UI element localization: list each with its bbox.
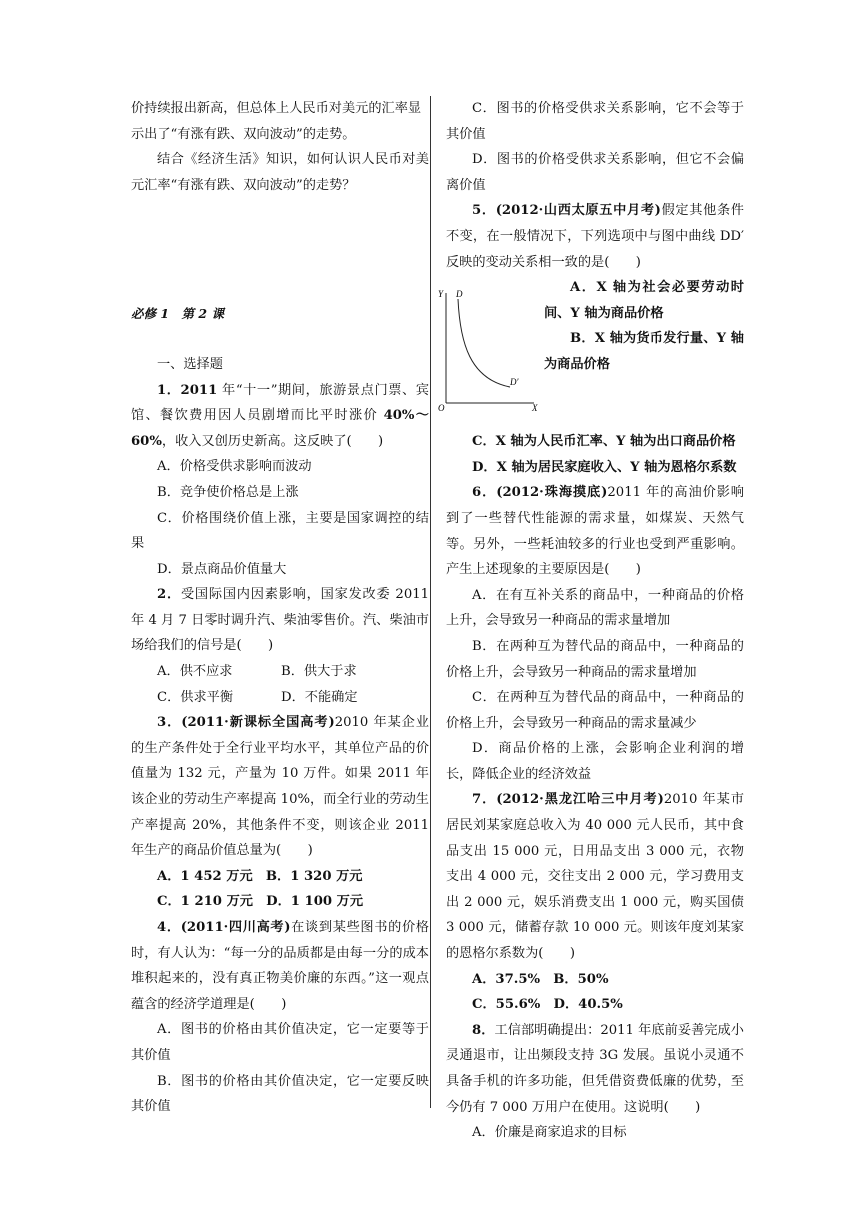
q4-option-b: B．图书的价格由其价值决定，它一定要反映其价值 bbox=[131, 1073, 429, 1115]
q1-text: 年“十一”期间，旅游景点门票、宾馆、餐饮费用因人员剧增而比平时涨价 bbox=[131, 382, 429, 424]
q2-options-ab bbox=[131, 659, 429, 685]
section-heading: 必修 1 第 2 课 bbox=[131, 305, 224, 321]
curve-start-label: D bbox=[456, 289, 463, 300]
q7-text: 2010 年某市居民刘某家庭总收入为 40 000 元人民币，其中食品支出 15 000 元，日用品支出 3 000 元，衣物支出 4 000 元，交往支出 2 000 元，学习费用支出 2 000 元，娱乐消费支出 1 000 元，购买国债 3 000 元，储蓄存款 10 000 元。则该年度刘某家的恩格尔系数为( ) bbox=[446, 792, 744, 962]
q5-option-a: A．X 轴为社会必要劳动时间、Y 轴为商品价格 bbox=[544, 280, 744, 321]
q3-options-cd: C．1 210 万元 D．1 100 万元 bbox=[157, 894, 364, 910]
q4-text: 在谈到某些图书的价格时，有人认为：“每一分的品质都是由每一分的成本堆积起来的，没有真正物美价廉的东西。”这一观点蕴含的经济学道理是( ) bbox=[131, 920, 429, 1012]
question-1 bbox=[131, 378, 429, 455]
curve-dd bbox=[458, 299, 510, 387]
q1-range: 40%～60% bbox=[131, 408, 429, 449]
q2-option-b: B．供大于求 bbox=[281, 664, 357, 680]
intro-line-1: 价持续报出新高，但总体上人民币对美元的汇率显 bbox=[131, 101, 422, 116]
q4-number: 4． bbox=[157, 920, 181, 935]
q2-number: 2． bbox=[157, 587, 181, 603]
q2-option-c: C．供求平衡 bbox=[157, 689, 234, 705]
q3-number: 3． bbox=[157, 715, 182, 731]
q7-options-ab: A．37.5% B．50% bbox=[472, 971, 609, 987]
y-axis-label: Y bbox=[438, 289, 444, 300]
q1-option-d: D．景点商品价值量大 bbox=[157, 561, 287, 577]
q3-source: (2011·新课标全国高考) bbox=[181, 715, 335, 731]
q6-option-b: B．在两种互为替代品的商品中，一种商品的价格上升，会导致另一种商品的需求量增加 bbox=[446, 638, 744, 680]
q1-option-a: A．价格受供求影响而波动 bbox=[157, 459, 312, 475]
q8-number: 8． bbox=[472, 1022, 495, 1038]
intro-question: 结合《经济生活》知识，如何认识人民币对美元汇率“有涨有跌、双向波动”的走势？ bbox=[131, 152, 429, 193]
q6-option-c: C．在两种互为替代品的商品中，一种商品的价格上升，会导致另一种商品的需求量减少 bbox=[446, 690, 744, 731]
q1-number: 1． bbox=[157, 382, 181, 398]
q5-option-c: C．X 轴为人民币汇率、Y 轴为出口商品价格 bbox=[472, 434, 736, 450]
q7-source: (2012·黑龙江哈三中月考) bbox=[496, 792, 664, 808]
subsection-heading: 一、选择题 bbox=[157, 356, 223, 372]
demand-curve-figure bbox=[440, 283, 540, 413]
q2-text: 受国际国内因素影响，国家发改委 2011 年 4 月 7 日零时调升汽、柴油零售价。汽、柴油市场给我们的信号是( ) bbox=[131, 587, 429, 654]
q2-option-d: D．不能确定 bbox=[281, 689, 358, 705]
right-column bbox=[438, 96, 744, 1146]
question-8 bbox=[446, 1018, 744, 1120]
q4-option-a: A．图书的价格由其价值决定，它一定要等于其价值 bbox=[131, 1022, 429, 1063]
question-7 bbox=[446, 787, 744, 966]
q5-text: 假定其他条件不变，在一般情况下，下列选项中与图中曲线 DD′反映的变动关系相一致的是( ) bbox=[446, 203, 744, 270]
q7-options-cd: C．55.6% D．40.5% bbox=[472, 997, 623, 1013]
q4-source: (2011·四川高考) bbox=[180, 920, 291, 935]
q1-option-c: C．价格围绕价值上涨，主要是国家调控的结果 bbox=[131, 510, 429, 552]
column-divider bbox=[430, 96, 431, 1108]
q5-source: (2012·山西太原五中月考) bbox=[495, 203, 661, 219]
question-5-lead bbox=[446, 198, 744, 275]
q1-year: 2011 bbox=[180, 382, 218, 398]
curve-end-label: D′ bbox=[510, 377, 519, 388]
question-6 bbox=[446, 480, 744, 582]
q6-number: 6． bbox=[472, 485, 497, 501]
q5-option-d: D．X 轴为居民家庭收入、Y 轴为恩格尔系数 bbox=[472, 459, 737, 475]
q2-option-a: A．供不应求 bbox=[157, 664, 233, 680]
left-column bbox=[131, 96, 429, 1120]
q6-text: 2011 年的高油价影响到了一些替代性能源的需求量，如煤炭、天然气等。另外，一些耗油较多的行业也受到严重影响。产生上述现象的主要原因是( ) bbox=[446, 485, 744, 578]
q3-options-ab: A．1 452 万元 B．1 320 万元 bbox=[157, 868, 363, 884]
q3-text: 2010 年某企业的生产条件处于全行业平均水平，其单位产品的价值量为 132 元，产量为 10 万件。如果 2011 年该企业的劳动生产率提高 10%，而全行业的劳动生产率提高 20%，其他条件不变，则该企业 2011 年生产的商品价值总量为( ) bbox=[131, 715, 429, 859]
q1-text-end: ，收入又创历史新高。这反映了( ) bbox=[161, 433, 384, 449]
x-axis-label: X bbox=[532, 403, 538, 414]
q7-number: 7． bbox=[472, 792, 497, 808]
q5-number: 5． bbox=[472, 203, 496, 219]
intro-line-2: 示出了“有涨有跌、双向波动”的走势。 bbox=[131, 126, 356, 142]
question-4 bbox=[131, 915, 429, 1017]
q6-option-a: A．在有互补关系的商品中，一种商品的价格上升，会导致另一种商品的需求量增加 bbox=[446, 587, 744, 629]
q1-option-b: B．竞争使价格总是上涨 bbox=[157, 484, 299, 500]
origin-label: O bbox=[438, 403, 445, 414]
q4-option-d: D．图书的价格受供求关系影响，但它不会偏离价值 bbox=[446, 152, 744, 193]
question-2 bbox=[131, 582, 429, 659]
q8-option-a: A．价廉是商家追求的目标 bbox=[472, 1125, 627, 1141]
question-3 bbox=[131, 710, 429, 864]
q4-option-c: C．图书的价格受供求关系影响，它不会等于其价值 bbox=[446, 101, 744, 142]
q8-text: 工信部明确提出：2011 年底前妥善完成小灵通退市，让出频段支持 3G 发展。虽说小灵通不具备手机的许多功能，但凭借资费低廉的优势，至今仍有 7 000 万用户在使用。这说明( ) bbox=[446, 1022, 744, 1115]
q5-options-beside-figure bbox=[544, 275, 744, 377]
q6-option-d: D．商品价格的上涨，会影响企业利润的增长，降低企业的经济效益 bbox=[446, 741, 744, 782]
q5-option-b: B．X 轴为货币发行量、Y 轴为商品价格 bbox=[544, 331, 744, 372]
q6-source: (2012·珠海摸底) bbox=[496, 485, 608, 501]
q2-options-cd bbox=[131, 685, 429, 711]
q5-figure-block bbox=[438, 275, 744, 429]
